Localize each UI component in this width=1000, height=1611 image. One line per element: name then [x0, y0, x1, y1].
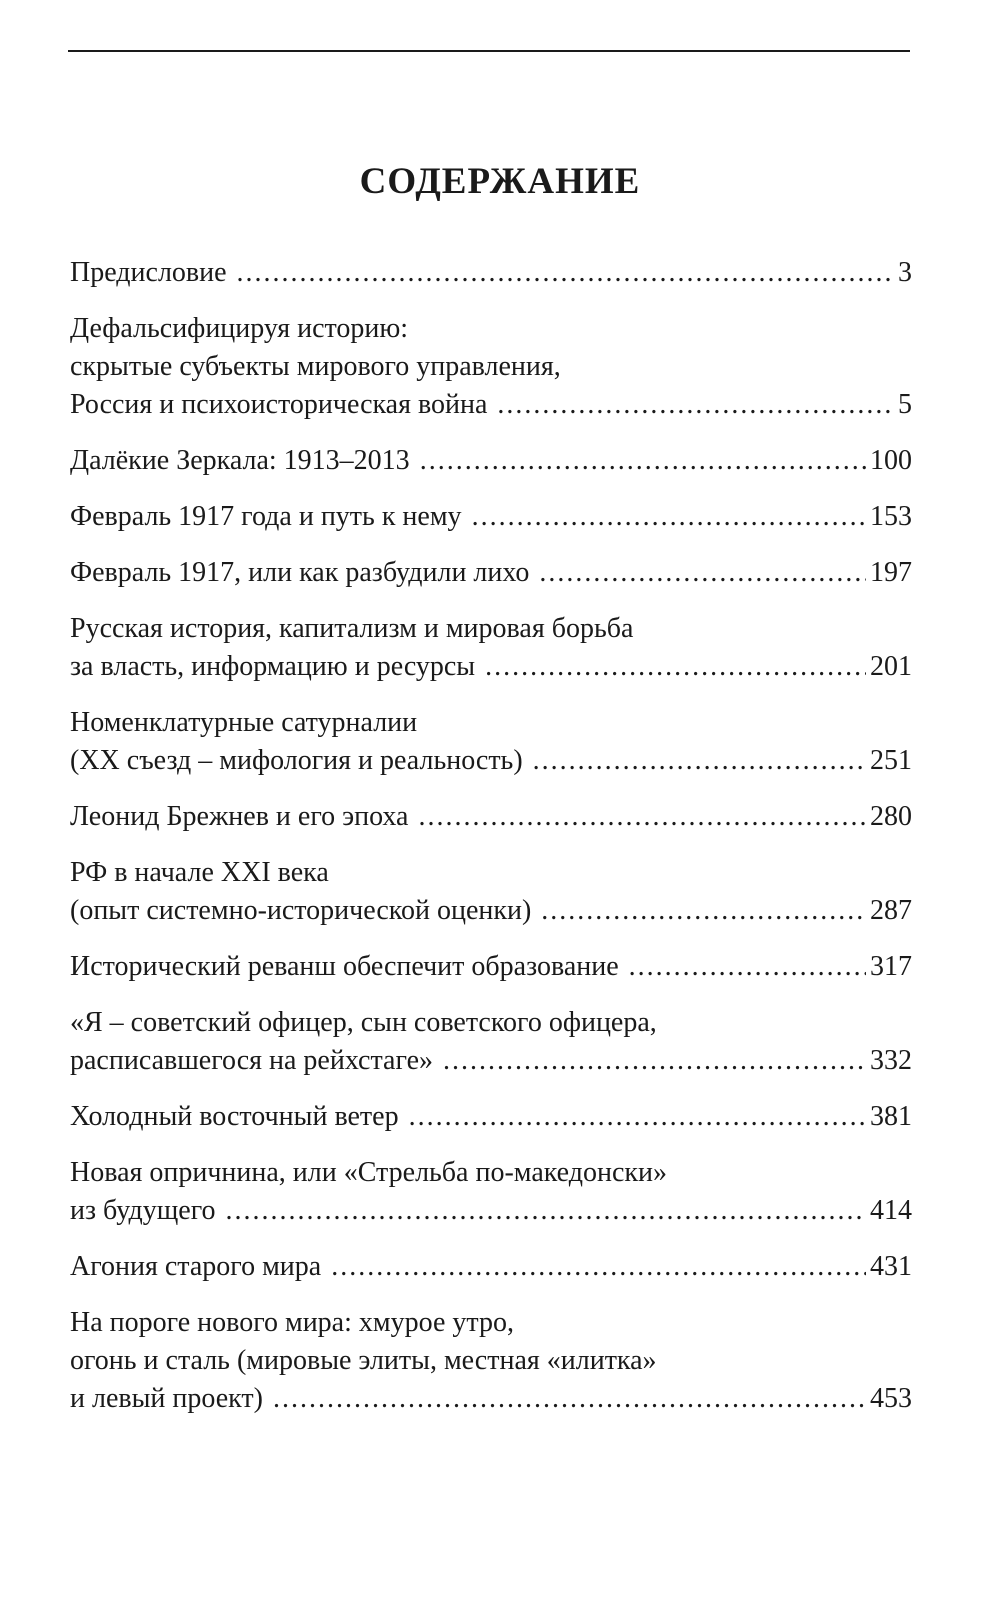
toc-page-number: 3 [898, 257, 912, 288]
toc-entry[interactable] [70, 310, 912, 424]
toc-page-number: 251 [870, 745, 912, 776]
toc-entry-last-line [70, 648, 912, 686]
toc-entry[interactable] [70, 854, 912, 930]
toc-page-number: 5 [898, 389, 912, 420]
toc-entry-last-line [70, 254, 912, 292]
toc-page-number: 431 [870, 1251, 912, 1282]
toc-entry[interactable] [70, 1154, 912, 1230]
toc-entry[interactable] [70, 1098, 912, 1136]
dot-leader [273, 1380, 866, 1418]
toc-page-number: 100 [870, 445, 912, 476]
toc-entry[interactable] [70, 1248, 912, 1286]
toc-entry-last-line [70, 948, 912, 986]
toc-entry-last-line [70, 1192, 912, 1230]
toc-entry-last-line [70, 892, 912, 930]
toc-page-number: 317 [870, 951, 912, 982]
toc-entry-last-line [70, 1380, 912, 1418]
toc-page-number: 414 [870, 1195, 912, 1226]
toc-entry[interactable] [70, 610, 912, 686]
toc-entry-last-line [70, 1098, 912, 1136]
toc-entry-title: (опыт системно-исторической оценки) [70, 895, 532, 926]
table-of-contents [70, 254, 912, 1436]
toc-entry[interactable] [70, 1004, 912, 1080]
toc-page-number: 332 [870, 1045, 912, 1076]
toc-entry-title: Россия и психоисторическая война [70, 389, 488, 420]
dot-leader [485, 648, 866, 686]
toc-entry-title: Холодный восточный ветер [70, 1101, 399, 1132]
toc-entry-line: РФ в начале XXI века [70, 857, 329, 888]
toc-entry-last-line [70, 1248, 912, 1286]
toc-entry-line: скрытые субъекты мирового управления, [70, 351, 561, 382]
toc-page-number: 287 [870, 895, 912, 926]
toc-entry-title: Далёкие Зеркала: 1913–2013 [70, 445, 410, 476]
toc-entry-line: огонь и сталь (мировые элиты, местная «илитка» [70, 1345, 657, 1376]
toc-entry-line: Дефальсифицируя историю: [70, 313, 409, 344]
toc-entry-title: расписавшегося на рейхстаге» [70, 1045, 434, 1076]
toc-entry[interactable] [70, 554, 912, 592]
toc-entry-title: из будущего [70, 1195, 216, 1226]
toc-entry-last-line [70, 742, 912, 780]
toc-page-number: 381 [870, 1101, 912, 1132]
dot-leader [533, 742, 866, 780]
toc-entry-last-line [70, 798, 912, 836]
toc-entry-title: за власть, информацию и ресурсы [70, 651, 476, 682]
toc-entry-line: Новая опричнина, или «Стрельба по-македонски» [70, 1157, 667, 1188]
toc-entry-title: и левый проект) [70, 1383, 263, 1414]
toc-page-number: 453 [870, 1383, 912, 1414]
dot-leader [225, 1192, 866, 1230]
dot-leader [409, 1098, 866, 1136]
toc-entry[interactable] [70, 498, 912, 536]
dot-leader [237, 254, 894, 292]
dot-leader [497, 386, 894, 424]
toc-entry-last-line [70, 498, 912, 536]
toc-entry-line: Номенклатурные сатурналии [70, 707, 418, 738]
dot-leader [419, 798, 867, 836]
dot-leader [629, 948, 866, 986]
toc-entry[interactable] [70, 442, 912, 480]
toc-entry-last-line [70, 442, 912, 480]
toc-entry-last-line [70, 554, 912, 592]
page-title: СОДЕРЖАНИЕ [359, 161, 641, 202]
toc-entry-last-line [70, 386, 912, 424]
dot-leader [539, 554, 866, 592]
dot-leader [472, 498, 866, 536]
toc-entry-title: Февраль 1917, или как разбудили лихо [70, 557, 530, 588]
toc-entry-line: Русская история, капитализм и мировая борьба [70, 613, 634, 644]
toc-entry-title: Предисловие [70, 257, 227, 288]
toc-entry-last-line [70, 1042, 912, 1080]
dot-leader [443, 1042, 866, 1080]
toc-entry[interactable] [70, 254, 912, 292]
toc-entry-title: (XX съезд – мифология и реальность) [70, 745, 523, 776]
toc-entry[interactable] [70, 1304, 912, 1418]
toc-entry-title: Исторический реванш обеспечит образование [70, 951, 619, 982]
toc-entry[interactable] [70, 704, 912, 780]
dot-leader [331, 1248, 866, 1286]
toc-page-number: 201 [870, 651, 912, 682]
toc-entry-title: Февраль 1917 года и путь к нему [70, 501, 462, 532]
toc-entry-title: Агония старого мира [70, 1251, 322, 1282]
toc-entry[interactable] [70, 948, 912, 986]
toc-entry-title: Леонид Брежнев и его эпоха [70, 801, 409, 832]
toc-page-number: 197 [870, 557, 912, 588]
toc-page-number: 280 [870, 801, 912, 832]
toc-entry-line: «Я – советский офицер, сын советского офицера, [70, 1007, 657, 1038]
dot-leader [420, 442, 866, 480]
dot-leader [541, 892, 866, 930]
top-rule [68, 50, 910, 52]
toc-page-number: 153 [870, 501, 912, 532]
toc-entry[interactable] [70, 798, 912, 836]
toc-entry-line: На пороге нового мира: хмурое утро, [70, 1307, 514, 1338]
